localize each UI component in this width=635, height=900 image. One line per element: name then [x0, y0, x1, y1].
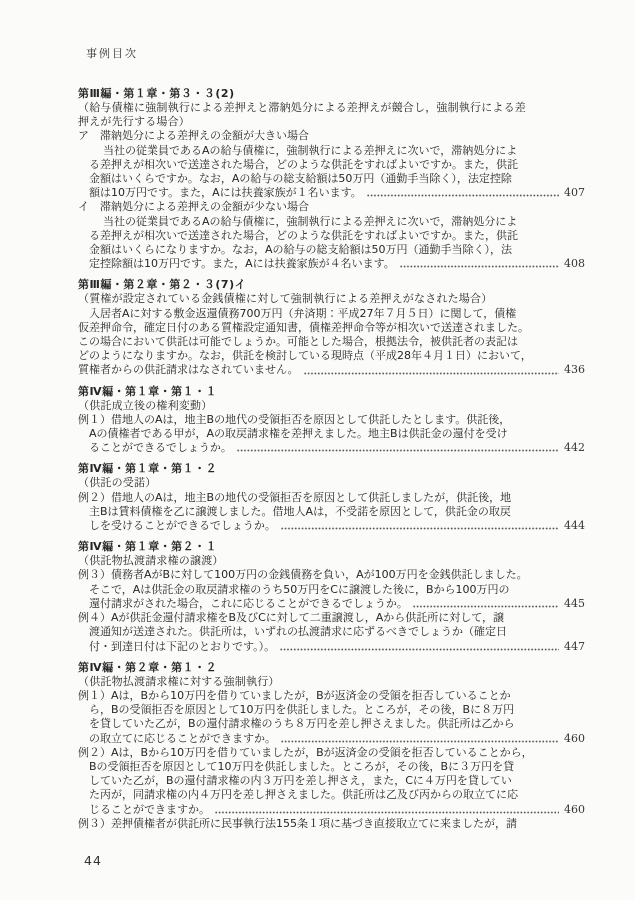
- toc-line: 当社の従業員であるAの給与債権に，強制執行による差押えに次いで，滞納処分によ: [103, 143, 518, 157]
- toc-line: 例４）Aが供託金還付請求権をB及びCに対して二重譲渡し，Aから供託所に対して，譲: [78, 611, 505, 625]
- toc-line: る差押えが相次いで送達された場合，どのような供託をすればよいですか。また，供託: [89, 157, 518, 171]
- toc-page-number: 445: [564, 596, 585, 610]
- section-subtitle: [78, 476, 585, 490]
- section-subtitle: [78, 292, 585, 306]
- toc-page-number: 442: [564, 441, 585, 455]
- toc-line: る差押えが相次いで送達された場合，どのような供託をすればよいですか。また，供託: [89, 228, 518, 242]
- toc-section: [78, 87, 585, 271]
- section-subtitle: [78, 675, 585, 689]
- toc-line: 渡通知が送達された。供託所は，いずれの払渡請求に応ずるべきでしょうか（確定日: [89, 625, 507, 639]
- toc-line-text: ることができるでしょうか。: [89, 441, 232, 455]
- section-subtitle: [78, 399, 585, 413]
- toc-entry: [78, 568, 585, 611]
- folio-page-number: 44: [84, 853, 102, 868]
- toc-line-text: 還付請求がされた場合，これに応じることができるでしょうか。: [89, 596, 408, 610]
- toc-line-text: 質権者からの供託請求はなされていません。: [78, 363, 299, 377]
- toc-line-with-page: [89, 186, 585, 200]
- toc-line-with-page: [89, 732, 585, 746]
- section-subtitle: [78, 554, 585, 568]
- section-subtitle: [78, 101, 585, 129]
- toc-line: していた乙が，Bの還付請求権の内３万円を差し押さえ，また，Cに４万円を貸してい: [89, 774, 512, 788]
- toc-line: そこで，Aは供託金の取戻請求権のうち50万円をCに譲渡した後に，Bから100万円の: [89, 582, 510, 596]
- subtitle-line: 押えが先行する場合）: [78, 115, 190, 129]
- toc-page-number: 407: [564, 186, 585, 200]
- dotted-leader: [367, 194, 559, 197]
- toc-section: [78, 661, 585, 831]
- toc-line: ら，Bの受領拒否を原因として10万円を供託しました。ところが，その後，Bに８万円: [89, 703, 515, 717]
- toc-line: 例１）Aは，Bから10万円を借りていましたが，Bが返済金の受領を拒否していることか: [78, 688, 511, 702]
- toc-entry: [78, 491, 585, 534]
- toc-entry: [78, 413, 585, 456]
- toc-section: [78, 278, 585, 377]
- toc-page-number: 408: [564, 257, 585, 271]
- section-heading: 第Ⅳ編・第１章・第１・２: [78, 462, 218, 476]
- toc-line: 金額はいくらですか。なお，Aの給与の総支給額は50万円（通勤手当除く），法定控除: [89, 172, 512, 186]
- toc-line: ア 滞納処分による差押えの金額が大きい場合: [78, 129, 309, 143]
- toc-line-with-page: [78, 363, 585, 377]
- toc-entry: [78, 307, 585, 378]
- toc-line: イ 滞納処分による差押えの金額が少ない場合: [78, 200, 309, 214]
- toc-page-number: 460: [564, 802, 585, 816]
- toc-entry: [78, 817, 585, 831]
- toc-line-with-page: [89, 257, 585, 271]
- section-heading: 第Ⅲ編・第１章・第３・３(2): [78, 87, 235, 100]
- toc-line-with-page: [89, 803, 585, 817]
- toc-line: 例１）借地人のAは，地主Bの地代の受領拒否を原因として供託したとします。供託後，: [78, 412, 511, 426]
- toc-page-number: 460: [564, 731, 585, 745]
- toc-line-text: 定控除額は10万円です。また，Aには扶養家族が４名います。: [89, 257, 395, 271]
- toc-line: た丙が，同請求権の内４万円を差し押さえました。供託所は乙及び丙からの取立てに応: [89, 788, 518, 802]
- toc-page-number: 444: [564, 519, 585, 533]
- toc-line-text: しを受けることができるでしょうか。: [89, 519, 276, 533]
- toc-line: を貸していた乙が，Bの還付請求権のうち８万円を差し押さえました。供託所は乙から: [89, 717, 515, 731]
- toc-line-with-page: [89, 519, 585, 533]
- toc-line: この場合において供託は可能でしょうか。可能とした場合，根拠法令，被供託者の表記は: [78, 335, 518, 349]
- toc-line-with-page: [89, 640, 585, 654]
- case-table-of-contents: [78, 87, 585, 831]
- page-title: 事例目次: [86, 47, 138, 60]
- section-heading: 第Ⅳ編・第１章・第１・１: [78, 384, 218, 398]
- dotted-leader: [304, 372, 559, 375]
- section-heading: 第Ⅳ編・第２章・第１・２: [78, 660, 218, 674]
- toc-line: 例２）借地人のAは，地主Bの地代の受領拒否を原因として供託しましたが，供託後，地: [78, 490, 512, 504]
- toc-line: 金額はいくらになりますか。なお，Aの給与の総支給額は50万円（通勤手当除く），法: [89, 243, 513, 257]
- subtitle-line: （供託物払渡請求権に対する強制執行）: [78, 674, 280, 688]
- toc-line: 主Bは賃料債権を乙に譲渡しました。借地人Aは，不受諾を原因として，供託金の取戻: [89, 504, 511, 518]
- toc-entry: [78, 200, 585, 214]
- toc-line: Aの債権者である甲が，Aの取戻請求権を差押えました。地主Bは供託金の還付を受け: [89, 427, 508, 441]
- toc-line: 仮差押命令，確定日付のある質権設定通知書，債権差押命令等が相次いで送達されました。: [78, 320, 529, 334]
- subtitle-line: （供託成立後の権利変動）: [78, 398, 213, 412]
- dotted-leader: [400, 265, 559, 268]
- toc-section: [78, 385, 585, 456]
- toc-line: 例３）差押債権者が供託所に民事執行法155条１項に基づき直接取立てに来ましたが，請: [78, 816, 517, 830]
- toc-line-with-page: [89, 441, 585, 455]
- toc-entry: [78, 215, 585, 272]
- toc-section: [78, 540, 585, 653]
- dotted-leader: [237, 449, 559, 452]
- section-heading: 第Ⅳ編・第１章・第２・１: [78, 540, 218, 554]
- dotted-leader: [215, 811, 559, 814]
- toc-section: [78, 462, 585, 533]
- toc-page-number: 447: [564, 639, 585, 653]
- toc-line-with-page: [89, 597, 585, 611]
- dotted-leader: [413, 605, 559, 608]
- dotted-leader: [280, 648, 559, 651]
- toc-line-text: 付・到達日付は下記のとおりです。）。: [89, 639, 276, 653]
- toc-entry: [78, 144, 585, 201]
- section-heading: 第Ⅲ編・第２章・第２・３(7)イ: [78, 278, 247, 292]
- toc-entry: [78, 129, 585, 143]
- toc-entry: [78, 611, 585, 654]
- toc-entry: [78, 746, 585, 817]
- subtitle-line: （供託物払渡請求権の譲渡）: [78, 554, 224, 568]
- toc-line-text: の取立てに応じることができますか。: [89, 731, 276, 745]
- toc-page-number: 436: [564, 363, 585, 377]
- toc-line: 入居者Aに対する敷金返還債務700万円（弁済期：平成27年７月５日）に関して，債権: [89, 306, 517, 320]
- toc-line: どのようになりますか。なお，供託を検討している現時点（平成28年４月１日）において，: [78, 349, 532, 363]
- subtitle-line: （給与債権に強制執行による差押えと滞納処分による差押えが競合し，強制執行による差: [78, 101, 526, 114]
- toc-line-text: 額は10万円です。また，Aには扶養家族が１名います。: [89, 186, 362, 200]
- toc-line: Bの受領拒否を原因として10万円を供託しました。ところが，その後，Bに３万円を貸: [89, 759, 515, 773]
- toc-line: 例２）Aは，Bから10万円を借りていましたが，Bが返済金の受領を拒否していることから，: [78, 745, 533, 759]
- dotted-leader: [281, 527, 559, 530]
- toc-entry: [78, 689, 585, 746]
- subtitle-line: （供託の受諾）: [78, 476, 157, 490]
- toc-line: 例３）債務者AがBに対して100万円の金銭債務を負い，Aが100万円を金銭供託しました。: [78, 568, 528, 582]
- toc-line-text: じることができますか。: [89, 802, 210, 816]
- subtitle-line: （質権が設定されている金銭債権に対して強制執行による差押えがなされた場合）: [78, 292, 493, 306]
- dotted-leader: [281, 740, 559, 743]
- toc-line: 当社の従業員であるAの給与債権に，強制執行による差押えに次いで，滞納処分によ: [103, 214, 518, 228]
